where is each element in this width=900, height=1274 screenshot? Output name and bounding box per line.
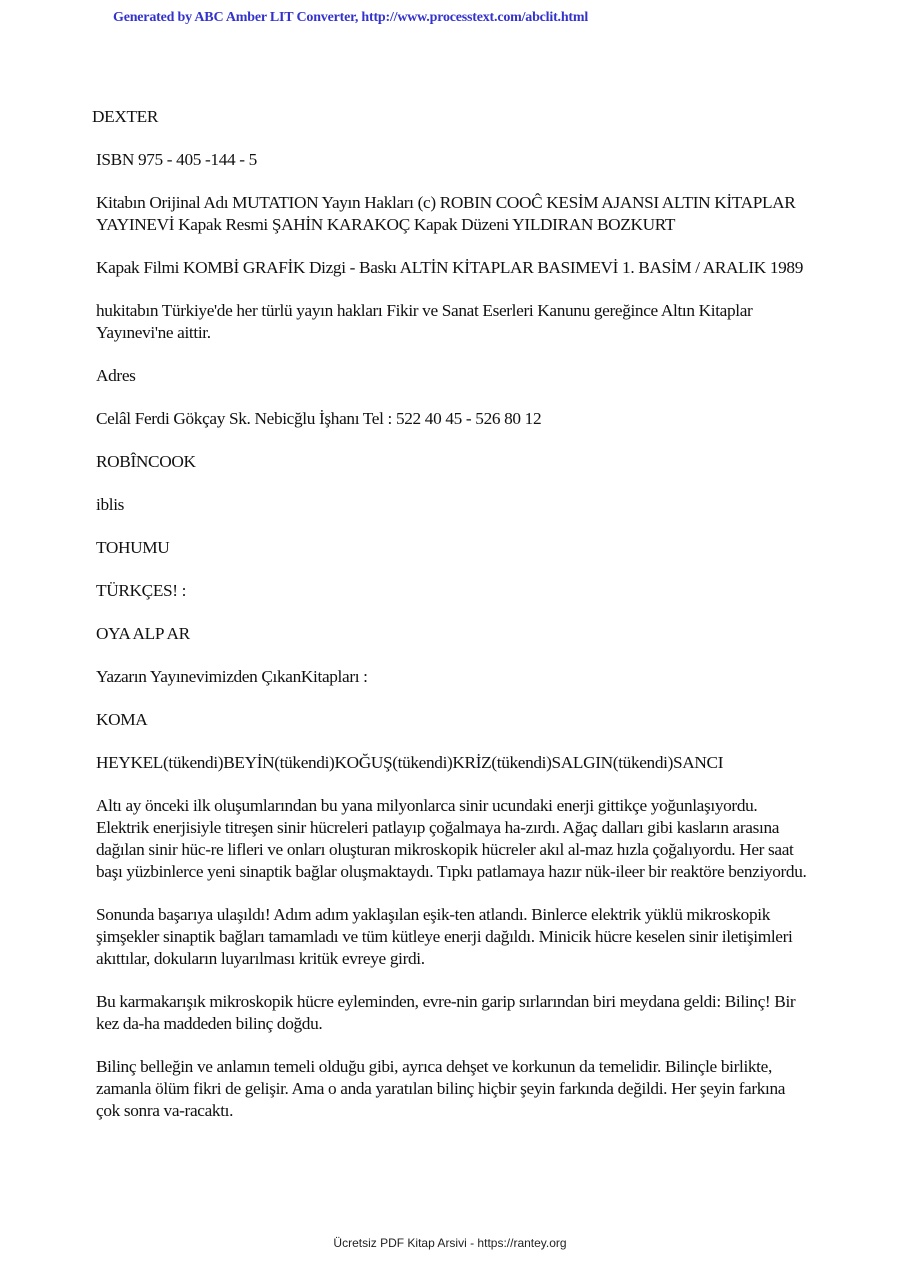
body-paragraph-2: Sonunda başarıya ulaşıldı! Adım adım yaklaşılan eşik-ten atlandı. Binlerce elektrik yüklü mikroskopik şimşekler sinaptik bağları tamamladı ve tüm kütleye enerji dağıldı. Minicik hücre keselen sinir iletişimleri akıttılar, dokuların luyarılması kritük evreye girdi. [96, 905, 793, 968]
body-paragraph-3: Bu karmakarışık mikroskopik hücre eyleminden, evre-nin garip sırlarından biri meydana geldi: Bilinç! Bir kez da-ha maddeden bilinç doğdu. [96, 992, 796, 1033]
author-name: ROBÎNCOOK [96, 452, 196, 471]
book-title: DEXTER [92, 107, 159, 126]
copyright-paragraph: hukitabın Türkiye'de her türlü yayın hakları Fikir ve Sanat Eserleri Kanunu gereğince Altın Kitaplar Yayınevi'ne aittir. [96, 301, 753, 342]
address-label: Adres [96, 366, 136, 385]
document-body [92, 106, 812, 1143]
address-line: Celâl Ferdi Gökçay Sk. Nebicğlu İşhanı Tel : 522 40 45 - 526 80 12 [96, 409, 542, 428]
credits-paragraph: Kitabın Orijinal Adı MUTATION Yayın Hakları (c) ROBIN COOĈ KESİM AJANSI ALTIN KİTAPLAR YAYINEVİ Kapak Resmi ŞAHİN KARAKOÇ Kapak Düzeni YILDIRAN BOZKURT [96, 193, 796, 234]
converter-header-link[interactable]: Generated by ABC Amber LIT Converter, http://www.processtext.com/abclit.html [113, 10, 589, 25]
translation-label: TÜRKÇES! : [96, 581, 187, 600]
other-books-label: Yazarın Yayınevimizden ÇıkanKitapları : [96, 667, 368, 686]
title-line-2: TOHUMU [96, 538, 170, 557]
body-paragraph-1: Altı ay önceki ilk oluşumlarından bu yana milyonlarca sinir ucundaki enerji gittikçe yoğunlaşıyordu. Elektrik enerjisiyle titreşen sinir hücreleri patlayıp çoğalmaya ha-zırdı. Ağaç dalları gibi kasların arasına dağılan sinir hüc-re lifleri ve onları oluşturan mikroskopik hücreler akıl al-maz hızla çoğalıyordu. Her saat başı yüzbinlerce yeni sinaptik bağlar oluşmaktaydı. Tıpkı patlamaya hazır nük-ileer bir reaktöre benziyordu. [96, 796, 807, 881]
body-paragraph-4: Bilinç belleğin ve anlamın temeli olduğu gibi, ayrıca dehşet ve korkunun da temelidir. Bilinçle birlikte, zamanla ölüm fikri de gelişir. Ama o anda yaratılan bilinç hiçbir şeyin farkında değildi. Her şeyin farkına çok sonra va-racaktı. [96, 1057, 786, 1120]
isbn-line: ISBN 975 - 405 -144 - 5 [96, 150, 257, 169]
books-list: HEYKEL(tükendi)BEYİN(tükendi)KOĞUŞ(tükendi)KRİZ(tükendi)SALGIN(tükendi)SANCI [96, 753, 724, 772]
print-info-paragraph: Kapak Filmi KOMBİ GRAFİK Dizgi - Baskı ALTİN KİTAPLAR BASIMEVİ 1. BASİM / ARALIK 1989 [96, 258, 804, 277]
book-koma: KOMA [96, 710, 148, 729]
page-footer: Ücretsiz PDF Kitap Arsivi - https://rantey.org [333, 1236, 567, 1250]
translator-name: OYA ALP AR [96, 624, 190, 643]
title-line-1: iblis [96, 495, 125, 514]
